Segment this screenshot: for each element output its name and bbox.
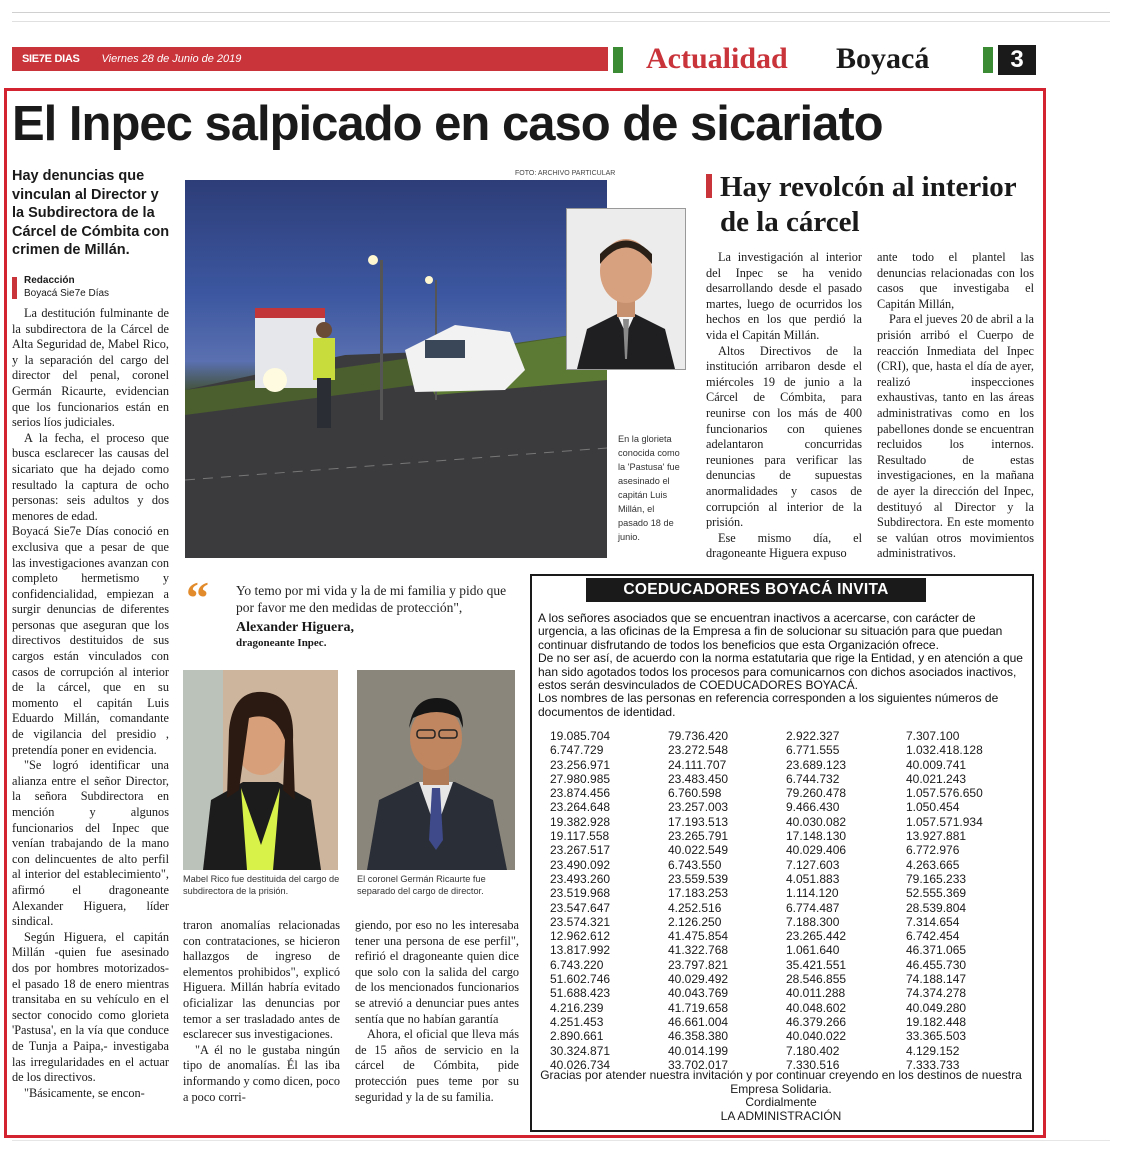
page-bottom-rule	[12, 1140, 1110, 1141]
ad-title: COEDUCADORES BOYACÁ INVITA	[586, 578, 926, 602]
id-number: 23.264.648	[550, 800, 611, 815]
id-number: 23.265.442	[786, 929, 847, 944]
id-number: 30.324.871	[550, 1043, 611, 1058]
id-number: 41.322.768	[668, 943, 729, 958]
id-number: 4.129.152	[906, 1043, 960, 1058]
subhead-marker	[706, 174, 712, 198]
id-number: 6.771.555	[786, 743, 840, 758]
id-number: 7.127.603	[786, 857, 840, 872]
ad-paragraph: A los señores asociados que se encuentran inactivos a acercarse, con carácter de urgencia, a las oficinas de la Empresa a fin de solucionar su situación para que puedan continuar disfrutando de todos los beneficios que esta Organización ofrece.	[538, 611, 1003, 652]
id-number: 7.333.733	[906, 1057, 960, 1072]
article-deck: Hay denuncias que vinculan al Director y la Subdirectora de la Cárcel de Cómbita con crimen de Millán.	[12, 168, 170, 258]
id-number: 27.980.985	[550, 771, 611, 786]
id-number: 23.257.003	[668, 800, 729, 815]
id-number: 23.265.791	[668, 829, 729, 844]
photo-caption: En la glorieta conocida como la 'Pastusa' fue asesinado el capitán Luis Millán, el pasado 18 de junio.	[618, 434, 680, 542]
id-number: 6.760.598	[668, 786, 722, 801]
id-number: 6.774.487	[786, 900, 840, 915]
id-number: 17.183.253	[668, 886, 729, 901]
paragraph: La destitución fulminante de la subdirectora de la Cárcel de Alta Seguridad de, Mabel Rico, y la separación del cargo del director del penal, coronel Germán Ricaurte, evidencian que los funcionarios están en serios líos judiciales.	[12, 306, 169, 430]
issue-date: Viernes 28 de Junio de 2019	[101, 53, 242, 65]
paragraph: traron anomalías relacionadas con contrataciones, se hicieron hallazgos de ingreso de elementos prohibidos", explicó Higuera. Millán habría evitado oficializar las denuncias por temor a ser trasladado antes de esclarecer sus investigaciones.	[183, 918, 340, 1042]
paragraph: Ese mismo día, el dragoneante Higuera expuso	[706, 530, 862, 561]
quote-author: Alexander Higuera,	[236, 620, 354, 635]
portrait-photo-captain	[566, 208, 686, 370]
id-number: 33.365.503	[906, 1029, 967, 1044]
id-number: 23.483.450	[668, 771, 729, 786]
paragraph: Para el jueves 20 de abril a la prisión arribó el Cuerpo de reacción Inmediata del Inpec (CRI), que, hasta el día de ayer, realizó inspecciones exhaustivas, tanto en las áreas administrativas como en los pabellones donde se encuentran recluidos los internos. Resultado de estas investigaciones, en la mañana de ayer la dirección del Inpec, destituyó al Director y la Subdirectora. En este momento se valúan otros movimientos administrativos.	[877, 312, 1034, 561]
id-number: 40.009.741	[906, 757, 967, 772]
id-number: 79.736.420	[668, 729, 729, 743]
paragraph: "Se logró identificar una alianza entre el señor Director, la señora Subdirectora en mención y algunos funcionarios del Inpec que venían trabajando de la mano con delincuentes de alto perfil al interior del establecimiento", afirmó el dragoneante Alexander Higuera, líder sindical.	[12, 758, 169, 929]
id-number: 9.466.430	[786, 800, 840, 815]
id-number: 41.475.854	[668, 929, 729, 944]
ad-footer-signature: LA ADMINISTRACIÓN	[720, 1108, 842, 1123]
brand-logo: SIE7E DIAS	[22, 53, 80, 65]
id-number: 7.330.516	[786, 1057, 840, 1072]
paragraph: ante todo el plantel las denuncias relacionadas con los casos que investigaba el Capitán Millán,	[877, 250, 1034, 311]
page-top-rule	[12, 12, 1110, 13]
id-number: 7.180.402	[786, 1043, 840, 1058]
paragraph: Altos Directivos de la institución arribaron desde el miércoles 19 de junio a la Cárcel de Cómbita, para reunirse con los más de 400 funcionarios con quienes adelantaron concurridas reuniones para verificar las denuncias de supuestas anormalidades y casos de corrupción al interior de la prisión.	[706, 343, 862, 530]
id-number: 23.559.539	[668, 871, 729, 886]
ad-footer-thanks: Gracias por atender nuestra invitación y por continuar creyendo en los destinos de nuestra Empresa Solidaria.	[540, 1068, 1022, 1096]
id-number: 4.252.516	[668, 900, 722, 915]
id-number: 74.374.278	[906, 986, 967, 1001]
id-number: 40.011.288	[786, 986, 846, 1001]
id-number: 6.743.550	[668, 857, 722, 872]
id-number: 74.188.147	[906, 972, 967, 987]
id-number: 4.251.453	[550, 1014, 604, 1029]
id-number: 23.519.968	[550, 886, 611, 901]
id-number: 4.263.665	[906, 857, 960, 872]
id-number: 40.029.492	[668, 972, 729, 987]
scene-photo	[185, 180, 607, 558]
id-number: 19.382.928	[550, 814, 611, 829]
id-number: 51.688.423	[550, 986, 611, 1001]
id-number: 17.148.130	[786, 829, 847, 844]
id-number: 40.029.406	[786, 843, 847, 858]
id-number: 6.743.220	[550, 957, 604, 972]
id-number: 40.043.769	[668, 986, 729, 1001]
masthead-bar	[12, 47, 608, 71]
id-number: 35.421.551	[786, 957, 847, 972]
id-number: 79.165.233	[906, 871, 967, 886]
portrait-illustration	[357, 670, 515, 870]
id-number: 28.539.804	[906, 900, 967, 915]
id-number: 7.307.100	[906, 729, 960, 743]
id-number: 6.742.454	[906, 929, 960, 944]
portrait-photo-director	[357, 670, 515, 870]
id-number: 46.455.730	[906, 957, 967, 972]
id-number: 13.927.881	[906, 829, 967, 844]
id-number: 46.371.065	[906, 943, 967, 958]
id-number: 1.114.120	[786, 886, 839, 901]
id-number: 7.188.300	[786, 914, 840, 929]
id-number: 23.574.321	[550, 914, 611, 929]
id-number: 46.358.380	[668, 1029, 729, 1044]
ad-paragraph: Los nombres de las personas en referencia corresponden a los siguientes números de documentos de identidad.	[538, 691, 999, 719]
id-number: 1.061.640	[786, 943, 840, 958]
id-number: 1.032.418.128	[906, 743, 983, 758]
id-number: 23.490.092	[550, 857, 611, 872]
id-number: 24.111.707	[668, 757, 727, 772]
id-number: 6.772.976	[906, 843, 960, 858]
id-number: 19.182.448	[906, 1014, 967, 1029]
sidebar-column-a	[706, 250, 862, 562]
id-number: 6.747.729	[550, 743, 604, 758]
id-number: 40.021.243	[906, 771, 967, 786]
sidebar-column-b	[877, 250, 1034, 562]
id-number: 2.922.327	[786, 729, 840, 743]
byline-marker	[12, 277, 17, 299]
byline-source: Boyacá Sie7e Días	[24, 288, 110, 299]
photo-credit: FOTO: ARCHIVO PARTICULAR	[515, 170, 616, 177]
page-number: 3	[998, 45, 1036, 75]
headline: El Inpec salpicado en caso de sicariato	[12, 97, 883, 151]
id-number-list	[538, 729, 1028, 1072]
paragraph: Boyacá Sie7e Días conoció en exclusiva que a pesar de que las investigaciones avanzan con completo hermetismo y confidencialidad, empiezan a surgir denuncias de diferentes personas que aseguran que los directivos destituidos de sus cargos están vinculados con casos de corrupción al interior de la cárcel, que en su momento el capitán Luis Eduardo Millán, comandante de vigilancia del presidio , pretendía poner en evidencia.	[12, 524, 169, 757]
id-number: 23.267.517	[550, 843, 611, 858]
paragraph: La investigación al interior del Inpec se ha venido desarrollando desde el pasado martes, luego de ocurridos los hechos en los que perdió la vida el Capitán Millán.	[706, 250, 862, 342]
paragraph: giendo, por eso no les interesaba tener una persona de ese perfil", refirió el dragoneante quien dice que solo con la salida del cargo de los mencionados funcionarios se atrevió a denunciar pues antes sentía que no habían garantía	[355, 918, 519, 1026]
id-number: 23.493.260	[550, 871, 611, 886]
id-number: 23.874.456	[550, 786, 611, 801]
ad-body	[538, 612, 1025, 719]
id-number: 28.546.855	[786, 972, 847, 987]
id-number: 1.057.576.650	[906, 786, 983, 801]
paragraph: "A él no le gustaba ningún tipo de anomalías. Él las iba informando y como dicen, poco a poco corri-	[183, 1042, 340, 1104]
id-number: 40.022.549	[668, 843, 729, 858]
scene-illustration	[185, 180, 607, 558]
article-column-3	[355, 918, 519, 1105]
sidebar-subhead: Hay revolcón al interior de la cárcel	[720, 171, 1017, 238]
id-number: 23.272.548	[668, 743, 729, 758]
quote-mark-icon: “	[186, 572, 209, 623]
id-number: 52.555.369	[906, 886, 967, 901]
id-number: 23.689.123	[786, 757, 847, 772]
id-number: 23.256.971	[550, 757, 611, 772]
id-number: 17.193.513	[668, 814, 729, 829]
id-number: 46.379.266	[786, 1014, 847, 1029]
id-number: 12.962.612	[550, 929, 611, 944]
section-title-actualidad: Actualidad	[646, 42, 788, 75]
page-top-rule-2	[12, 21, 1110, 22]
id-number: 19.117.558	[550, 829, 610, 844]
section-title-boyaca: Boyacá	[836, 42, 930, 75]
paragraph: Ahora, el oficial que lleva más de 15 años de servicio en la cárcel de Cómbita, pide protección pues teme por su seguridad y la de su familia.	[355, 1027, 519, 1104]
id-number: 13.817.992	[550, 943, 611, 958]
section-marker-right	[983, 47, 993, 73]
article-column-2	[183, 918, 340, 1105]
portrait-illustration	[567, 209, 685, 369]
paragraph: "Básicamente, se encon-	[24, 1085, 145, 1100]
id-number: 41.719.658	[668, 1000, 729, 1015]
id-number: 7.314.654	[906, 914, 960, 929]
id-number: 40.026.734	[550, 1057, 611, 1072]
quote-role: dragoneante Inpec.	[236, 637, 327, 649]
id-number: 40.040.022	[786, 1029, 847, 1044]
section-marker-left	[613, 47, 623, 73]
id-number: 40.014.199	[668, 1043, 729, 1058]
id-number: 33.702.017	[668, 1057, 729, 1072]
paragraph: A la fecha, el proceso que busca esclarecer las causas del sicariato que ha dejado como resultado la captura de ocho personas: seis adultos y dos menores de edad.	[12, 430, 169, 523]
article-column-1	[12, 306, 169, 1101]
portrait-illustration	[183, 670, 338, 870]
id-number: 4.051.883	[786, 871, 840, 886]
portrait-photo-subdirector	[183, 670, 338, 870]
ad-paragraph: De no ser así, de acuerdo con la norma estatutaria que rige la Entidad, y en atención a que han sido agotados todos los procesos para comunicarnos con dichos asociados inactivos, estos serán desvinculados de COEDUCADORES BOYACÁ.	[538, 651, 1023, 693]
id-number: 23.797.821	[668, 957, 729, 972]
id-number: 23.547.647	[550, 900, 611, 915]
id-number: 79.260.478	[786, 786, 847, 801]
id-number: 2.126.250	[668, 914, 722, 929]
pull-quote: Yo temo por mi vida y la de mi familia y pido que por favor me den medidas de protección",	[236, 583, 507, 615]
id-number: 40.030.082	[786, 814, 847, 829]
id-number: 2.890.661	[550, 1029, 604, 1044]
ad-footer-closing: Cordialmente	[745, 1095, 817, 1109]
id-number: 1.050.454	[906, 800, 960, 815]
photo-caption-subdirector: Mabel Rico fue destituida del cargo de subdirectora de la prisión.	[183, 874, 340, 896]
id-number: 4.216.239	[550, 1000, 604, 1015]
byline-title: Redacción	[24, 275, 75, 286]
id-number: 51.602.746	[550, 972, 611, 987]
ad-footer	[534, 1069, 1028, 1123]
paragraph: Según Higuera, el capitán Millán -quien fue asesinado dos por hombres motorizados- el pasado 18 de enero mientras transitaba en su vehículo en el sector conocido como glorieta 'Pastusa', en la vía que conduce de Tunja a Paipa,- investigaba las irregularidades en el actuar de los directivos.	[12, 929, 169, 1085]
photo-caption-director: El coronel Germán Ricaurte fue separado del cargo de director.	[357, 874, 486, 896]
id-number: 40.048.602	[786, 1000, 847, 1015]
id-number: 6.744.732	[786, 771, 840, 786]
id-number: 1.057.571.934	[906, 814, 983, 829]
id-number: 40.049.280	[906, 1000, 967, 1015]
id-number: 46.661.004	[668, 1014, 729, 1029]
id-number: 19.085.704	[550, 729, 611, 743]
